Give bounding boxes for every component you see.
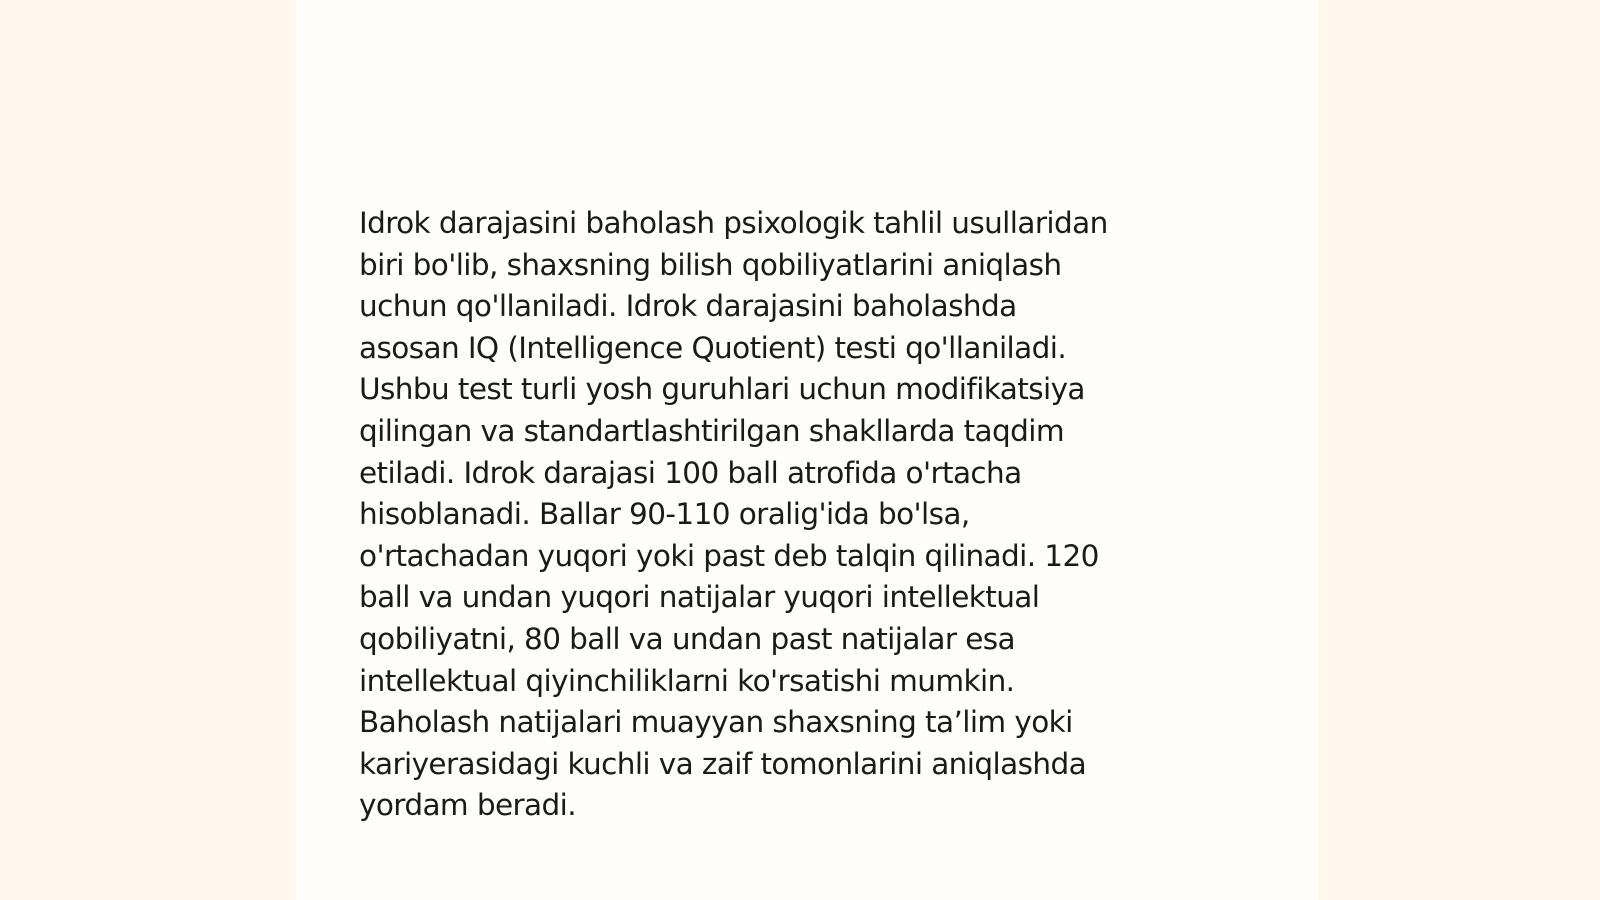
paragraph-line: yordam beradi. bbox=[359, 788, 577, 823]
paragraph-line: Baholash natijalari muayyan shaxsning ta’lim yoki bbox=[359, 705, 1073, 740]
paragraph-line: Ushbu test turli yosh guruhlari uchun modifikatsiya bbox=[359, 372, 1085, 407]
paragraph-line: ball va undan yuqori natijalar yuqori intellektual bbox=[359, 580, 1040, 615]
paragraph-line: o'rtachadan yuqori yoki past deb talqin qilinadi. 120 bbox=[359, 538, 1099, 573]
paragraph-line: asosan IQ (Intelligence Quotient) testi qo'llaniladi. bbox=[359, 330, 1067, 365]
paragraph-line: qobiliyatni, 80 ball va undan past natijalar esa bbox=[359, 621, 1016, 656]
paragraph-line: kariyerasidagi kuchli va zaif tomonlarini aniqlashda bbox=[359, 746, 1087, 781]
document-page bbox=[296, 0, 1318, 900]
paragraph-line: uchun qo'llaniladi. Idrok darajasini baholashda bbox=[359, 289, 1017, 324]
paragraph-line: qilingan va standartlashtirilgan shakllarda taqdim bbox=[359, 413, 1065, 448]
paragraph-line: etiladi. Idrok darajasi 100 ball atrofida o'rtacha bbox=[359, 455, 1022, 490]
paragraph-line: Idrok darajasini baholash psixologik tahlil usullaridan bbox=[359, 206, 1108, 240]
body-paragraph bbox=[359, 203, 1239, 827]
paragraph-line: intellektual qiyinchiliklarni ko'rsatishi mumkin. bbox=[359, 663, 1015, 698]
paragraph-line: hisoblanadi. Ballar 90-110 oralig'ida bo'lsa, bbox=[359, 497, 970, 532]
paragraph-line: biri bo'lib, shaxsning bilish qobiliyatlarini aniqlash bbox=[359, 247, 1062, 282]
